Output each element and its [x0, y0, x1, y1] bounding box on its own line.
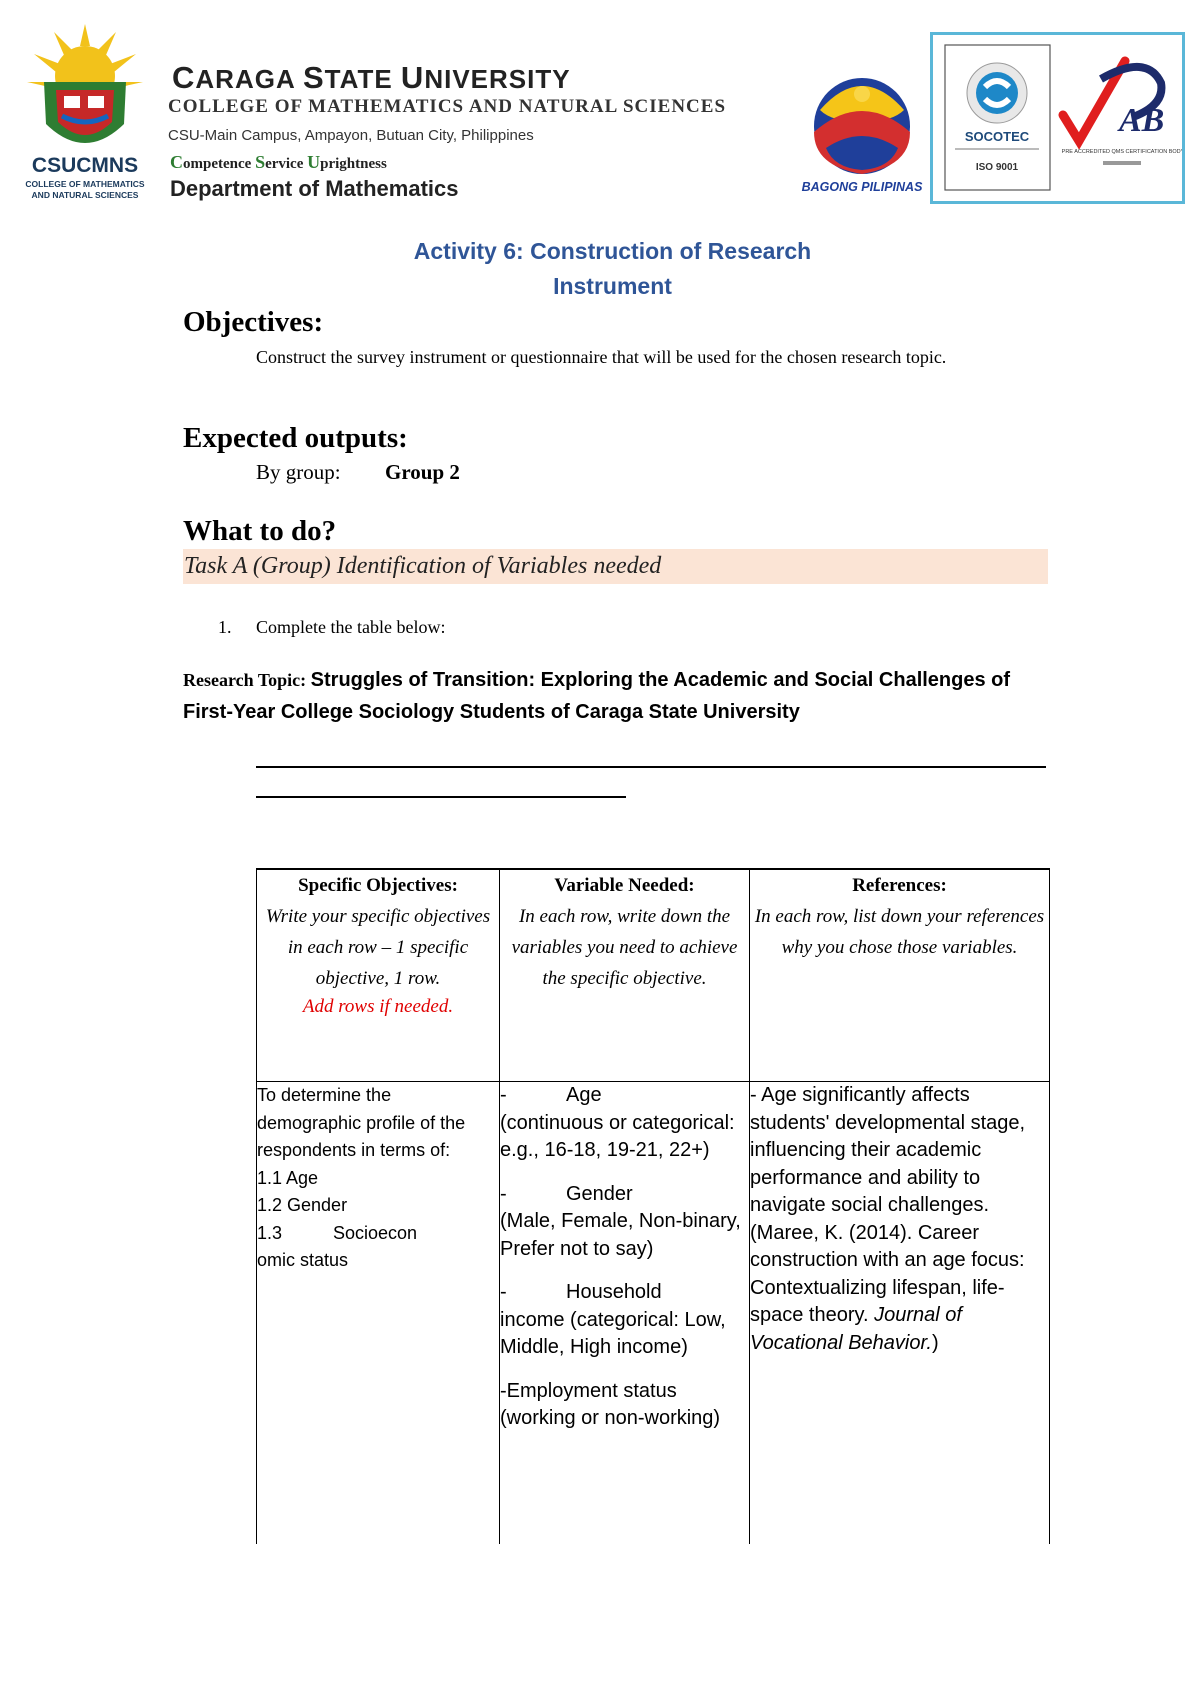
activity-title-line2: Instrument: [553, 273, 672, 299]
college-name: COLLEGE OF MATHEMATICS AND NATURAL SCIENCES: [168, 96, 727, 117]
by-group-label: By group:: [256, 460, 341, 484]
list-number: 1.: [218, 617, 232, 637]
research-topic: [183, 664, 1053, 728]
variables-cell: [500, 1082, 750, 1545]
socotec-text: SOCOTEC: [964, 129, 1030, 144]
jab-text: AB: [1119, 102, 1165, 139]
logo-text-sub2: AND NATURAL SCIENCES: [31, 190, 139, 200]
bagong-pilipinas-text: BAGONG PILIPINAS: [801, 180, 923, 194]
table-row: [257, 1082, 1050, 1545]
variable-age: - Age (continuous or categorical: e.g., 16-18, 19-21, 22+): [500, 1084, 735, 1161]
variable-employment: -Employment status (working or non-working): [500, 1379, 721, 1429]
header-objectives: Specific Objectives: Write your specific objectives in each row – 1 specific objective, 1 row. Add rows if needed.: [257, 869, 500, 1082]
header-references: References: In each row, list down your references why you chose those variables.: [750, 869, 1050, 1082]
campus-address: CSU-Main Campus, Ampayon, Butuan City, Philippines: [168, 127, 534, 144]
expected-outputs-heading: Expected outputs:: [183, 422, 408, 454]
activity-title-line1: Activity 6: Construction of Research: [413, 238, 812, 264]
underline-2: [256, 796, 626, 798]
objectives-text: Construct the survey instrument or questionnaire that will be used for the chosen research topic.: [256, 347, 947, 367]
list-item-text: Complete the table below:: [256, 617, 446, 637]
header-variables: Variable Needed: In each row, write down the variables you need to achieve the specific objective.: [500, 869, 750, 1082]
logo-text-main: CSUCMNS: [31, 154, 139, 177]
cmns-logo: [24, 24, 146, 204]
iso-text: ISO 9001: [975, 162, 1019, 173]
objective-cell: To determine the demographic profile of the respondents in terms of: 1.1 Age 1.2 Gender 1.3 Socioecon omic status: [257, 1082, 500, 1545]
department-name: Department of Mathematics: [170, 176, 459, 201]
motto: Competence Service Uprightness: [170, 152, 387, 172]
variable-household: - Household income (categorical: Low, Middle, High income): [500, 1281, 726, 1358]
variable-gender: - Gender (Male, Female, Non-binary, Prefer not to say): [500, 1182, 741, 1260]
university-name: CARAGA STATE UNIVERSITY: [172, 60, 571, 95]
jab-small-text: PRE ACCREDITED QMS CERTIFICATION BODY: [1061, 149, 1182, 155]
research-topic-value: Struggles of Transition: Exploring the Academic and Social Challenges of First-Year College Sociology Students of Caraga State University: [183, 669, 1011, 723]
logo-text-sub1: COLLEGE OF MATHEMATICS: [25, 179, 145, 189]
bagong-pilipinas-logo: [780, 70, 940, 195]
group-value: Group 2: [385, 460, 460, 484]
references-cell: - Age significantly affects students' developmental stage, influencing their academic performance and ability to navigate social challenges. (Maree, K. (2014). Career construction with an age focus: Contextualizing lifespan, life-space theory. Journal of Vocational Behavior.): [750, 1082, 1050, 1545]
what-to-do-heading: What to do?: [183, 515, 337, 547]
certification-box: [930, 32, 1185, 204]
task-a-text: Task A (Group) Identification of Variables needed: [184, 553, 662, 579]
certification-logos: [933, 35, 1182, 201]
add-rows-note: Add rows if needed.: [302, 996, 454, 1017]
research-topic-label: Research Topic:: [183, 670, 311, 690]
variables-table: [256, 868, 1050, 1544]
underline-1: [256, 766, 1046, 768]
objectives-heading: Objectives:: [183, 306, 324, 338]
table-header-row: [257, 869, 1050, 1082]
